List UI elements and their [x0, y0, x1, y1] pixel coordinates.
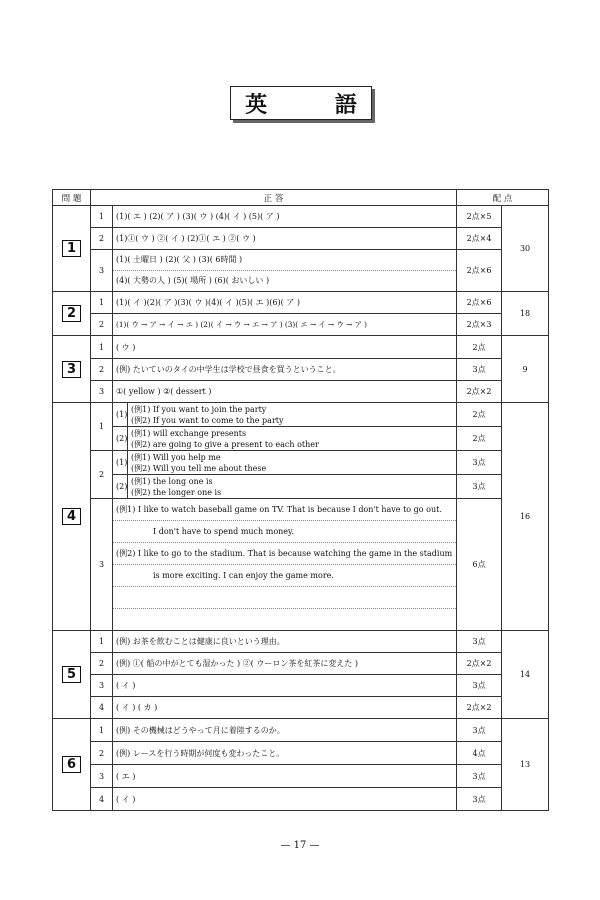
q5-row-4	[53, 697, 549, 719]
q5-sub-3: 3	[91, 675, 113, 697]
header-answer: 正 答	[91, 190, 457, 206]
q4-row-1b	[53, 427, 549, 451]
q5-answer-3: ( イ )	[113, 675, 457, 697]
q6-row-3	[53, 765, 549, 788]
q6-total: 13	[502, 719, 549, 811]
q4-points-1-2: 2点	[457, 427, 502, 451]
q6-answer-4: ( イ )	[113, 788, 457, 811]
q4-sub-1-2: (2)	[113, 427, 128, 451]
q4-sub-1-1: (1)	[113, 403, 128, 427]
q3-number: 3	[53, 336, 91, 403]
header-problem: 問 題	[53, 190, 91, 206]
q1-sub-3: 3	[91, 250, 113, 292]
q4-answer-3-line-2: I don't have to spend much money.	[113, 521, 456, 543]
q6-row-1	[53, 719, 549, 742]
q1-answer-3-line-1: (1)( 土曜日 ) (2)( 父 ) (3)( 6時間 )	[113, 250, 456, 271]
q5-sub-2: 2	[91, 653, 113, 675]
q2-number: 2	[53, 292, 91, 336]
q4-answer-1-2: (例1) will exchange presents (例2) are going to give a present to each other	[128, 427, 457, 451]
q1-row-3	[53, 250, 549, 292]
q4-answer-3-line-1: (例1) I like to watch baseball game on TV. That is because I don't have to go out.	[113, 499, 456, 521]
q6-number: 6	[53, 719, 91, 811]
q6-answer-1: (例) その機械はどうやって月に着陸するのか。	[113, 719, 457, 742]
q3-row-1	[53, 336, 549, 359]
q6-sub-3: 3	[91, 765, 113, 788]
q3-row-2	[53, 359, 549, 381]
q4-sub-1: 1	[91, 403, 113, 451]
q2-answer-2: (1)( ウ → ア → イ → エ ) (2)( イ → ウ → エ → ア ) (3)( エ → イ → ウ → ア )	[113, 314, 457, 336]
q1-answer-2: (1)①( ウ ) ②( イ ) (2)①( エ ) ②( ウ )	[113, 228, 457, 250]
q1-answer-1: (1)( エ ) (2)( ア ) (3)( ウ ) (4)( イ ) (5)( ア )	[113, 206, 457, 228]
q5-points-1: 3点	[457, 631, 502, 653]
q4-sub-3: 3	[91, 499, 113, 631]
q6-points-1: 3点	[457, 719, 502, 742]
q2-sub-1: 1	[91, 292, 113, 314]
q4-row-1a	[53, 403, 549, 427]
q3-answer-2: (例) たいていのタイの中学生は学校で昼食を買うということ。	[113, 359, 457, 381]
q3-sub-2: 2	[91, 359, 113, 381]
q4-answer-3	[113, 499, 457, 631]
q1-sub-2: 2	[91, 228, 113, 250]
q4-sub-2-2: (2)	[113, 475, 128, 499]
q1-points-3: 2点×6	[457, 250, 502, 292]
q5-answer-2: (例) ①( 船の中がとても湿かった ) ②( ウーロン茶を紅茶に変えた )	[113, 653, 457, 675]
q4-sub-2-1: (1)	[113, 451, 128, 475]
q1-sub-1: 1	[91, 206, 113, 228]
q2-total: 18	[502, 292, 549, 336]
q4-answer-3-line-4: is more exciting. I can enjoy the game more.	[113, 565, 456, 587]
q1-points-1: 2点×5	[457, 206, 502, 228]
q5-row-1	[53, 631, 549, 653]
q2-points-1: 2点×6	[457, 292, 502, 314]
q6-row-2	[53, 742, 549, 765]
q2-row-2	[53, 314, 549, 336]
q3-points-1: 2点	[457, 336, 502, 359]
q4-points-3: 6点	[457, 499, 502, 631]
q1-number: 1	[53, 206, 91, 292]
q4-answer-3-line-3: (例2) I like to go to the stadium. That is because watching the game in the stadium	[113, 543, 456, 565]
q1-row-2	[53, 228, 549, 250]
q6-answer-3: ( エ )	[113, 765, 457, 788]
q3-points-2: 3点	[457, 359, 502, 381]
q5-number: 5	[53, 631, 91, 719]
q6-answer-2: (例) レースを行う時期が何度も変わったこと。	[113, 742, 457, 765]
q4-row-3	[53, 499, 549, 631]
q2-answer-1: (1)( イ )(2)( ア )(3)( ウ )(4)( イ )(5)( エ )(6)( ア )	[113, 292, 457, 314]
q4-answer-2-1: (例1) Will you help me (例2) Will you tell me about these	[128, 451, 457, 475]
q4-number: 4	[53, 403, 91, 631]
q3-sub-1: 1	[91, 336, 113, 359]
q4-points-2-2: 3点	[457, 475, 502, 499]
q4-row-2b	[53, 475, 549, 499]
q1-row-1	[53, 206, 549, 228]
q3-row-3	[53, 381, 549, 403]
q4-answer-3-line-6	[113, 609, 456, 630]
header-points: 配 点	[457, 190, 549, 206]
q3-answer-1: ( ウ )	[113, 336, 457, 359]
header-row	[53, 190, 549, 206]
q5-points-3: 3点	[457, 675, 502, 697]
q6-sub-4: 4	[91, 788, 113, 811]
q4-answer-2-2: (例1) the long one is (例2) the longer one is	[128, 475, 457, 499]
q6-sub-2: 2	[91, 742, 113, 765]
q3-points-3: 2点×2	[457, 381, 502, 403]
q1-answer-3-line-2: (4)( 大勢の人 ) (5)( 場所 ) (6)( おいしい )	[116, 276, 270, 285]
q3-answer-3: ①( yellow ) ②( dessert )	[113, 381, 457, 403]
q6-points-2: 4点	[457, 742, 502, 765]
q1-answer-3	[113, 250, 457, 292]
q3-total: 9	[502, 336, 549, 403]
q5-sub-4: 4	[91, 697, 113, 719]
q5-points-4: 2点×2	[457, 697, 502, 719]
q4-row-2a	[53, 451, 549, 475]
page-title: 英 語	[230, 86, 372, 120]
answer-table	[52, 189, 549, 811]
q2-points-2: 2点×3	[457, 314, 502, 336]
q5-points-2: 2点×2	[457, 653, 502, 675]
q6-sub-1: 1	[91, 719, 113, 742]
q6-points-3: 3点	[457, 765, 502, 788]
q2-row-1	[53, 292, 549, 314]
q5-answer-4: ( イ ) ( カ )	[113, 697, 457, 719]
q6-points-4: 3点	[457, 788, 502, 811]
q4-answer-1-1: (例1) If you want to join the party (例2) If you want to come to the party	[128, 403, 457, 427]
q5-sub-1: 1	[91, 631, 113, 653]
q5-answer-1: (例) お茶を飲むことは健康に良いという理由。	[113, 631, 457, 653]
q6-row-4	[53, 788, 549, 811]
q2-sub-2: 2	[91, 314, 113, 336]
q4-points-1-1: 2点	[457, 403, 502, 427]
q4-answer-3-line-5	[113, 587, 456, 609]
q5-total: 14	[502, 631, 549, 719]
q4-points-2-1: 3点	[457, 451, 502, 475]
q4-sub-2: 2	[91, 451, 113, 499]
q4-total: 16	[502, 403, 549, 631]
q3-sub-3: 3	[91, 381, 113, 403]
q5-row-2	[53, 653, 549, 675]
q1-points-2: 2点×4	[457, 228, 502, 250]
page-number: — 17 —	[280, 840, 320, 851]
q1-total: 30	[502, 206, 549, 292]
q5-row-3	[53, 675, 549, 697]
